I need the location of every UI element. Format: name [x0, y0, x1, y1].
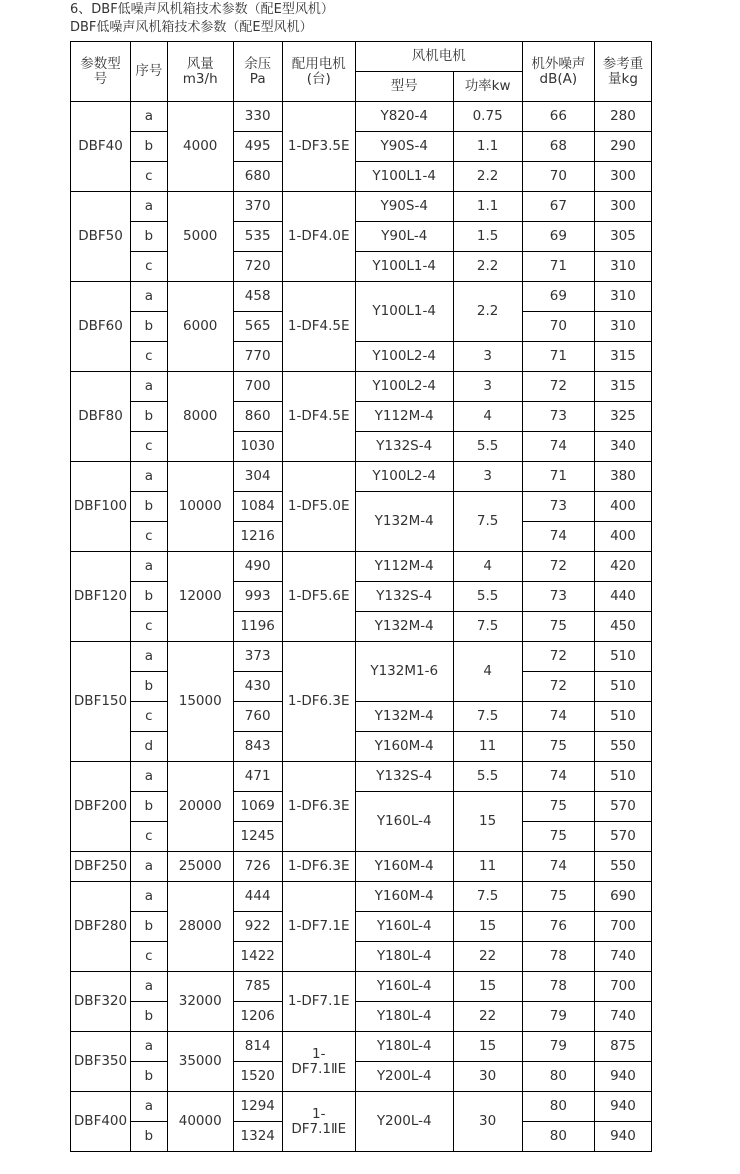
pressure-cell: 490	[233, 552, 282, 582]
header-fan-motor: 风机电机	[355, 42, 522, 72]
model-cell: DBF40	[71, 102, 131, 192]
table-row	[71, 1092, 652, 1122]
motor-power-cell: 1.1	[453, 132, 522, 162]
airflow-cell: 32000	[167, 972, 233, 1032]
motor-power-cell: 5.5	[453, 582, 522, 612]
seq-cell: c	[131, 612, 168, 642]
motor-type-cell: Y112M-4	[355, 402, 453, 432]
seq-cell: a	[131, 372, 168, 402]
motor-power-cell: 15	[453, 792, 522, 852]
noise-cell: 72	[522, 672, 594, 702]
pressure-cell: 1206	[233, 1002, 282, 1032]
table-body	[71, 102, 652, 1152]
motor-match-cell: 1-DF4.5E	[282, 372, 355, 462]
table-row	[71, 462, 652, 492]
pressure-cell: 760	[233, 702, 282, 732]
model-cell: DBF60	[71, 282, 131, 372]
header-motor-power: 功率kw	[453, 72, 522, 102]
table-row	[71, 492, 652, 522]
motor-power-cell: 7.5	[453, 492, 522, 552]
airflow-cell: 12000	[167, 552, 233, 642]
noise-cell: 72	[522, 552, 594, 582]
motor-type-cell: Y132S-4	[355, 432, 453, 462]
motor-power-cell: 1.5	[453, 222, 522, 252]
pressure-cell: 1069	[233, 792, 282, 822]
pressure-cell: 814	[233, 1032, 282, 1062]
pressure-cell: 1216	[233, 522, 282, 552]
pressure-cell: 535	[233, 222, 282, 252]
motor-power-cell: 5.5	[453, 432, 522, 462]
airflow-cell: 40000	[167, 1092, 233, 1152]
weight-cell: 450	[594, 612, 651, 642]
noise-cell: 74	[522, 852, 594, 882]
table-row	[71, 912, 652, 942]
motor-type-cell: Y90S-4	[355, 132, 453, 162]
seq-cell: a	[131, 882, 168, 912]
pressure-cell: 843	[233, 732, 282, 762]
noise-cell: 74	[522, 432, 594, 462]
airflow-cell: 28000	[167, 882, 233, 972]
motor-match-cell: 1-DF3.5E	[282, 102, 355, 192]
motor-power-cell: 11	[453, 732, 522, 762]
table-row	[71, 552, 652, 582]
motor-match-cell: 1-DF7.1E	[282, 972, 355, 1032]
motor-power-cell: 11	[453, 852, 522, 882]
weight-cell: 380	[594, 462, 651, 492]
airflow-cell: 15000	[167, 642, 233, 762]
pressure-cell: 785	[233, 972, 282, 1002]
model-cell: DBF250	[71, 852, 131, 882]
motor-type-cell: Y160M-4	[355, 852, 453, 882]
seq-cell: b	[131, 1062, 168, 1092]
motor-match-cell: 1-DF5.6E	[282, 552, 355, 642]
motor-power-cell: 4	[453, 552, 522, 582]
weight-cell: 300	[594, 162, 651, 192]
model-cell: DBF280	[71, 882, 131, 972]
motor-type-cell: Y132M-4	[355, 612, 453, 642]
seq-cell: a	[131, 282, 168, 312]
noise-cell: 78	[522, 972, 594, 1002]
motor-power-cell: 3	[453, 372, 522, 402]
motor-type-cell: Y180L-4	[355, 942, 453, 972]
seq-cell: c	[131, 252, 168, 282]
motor-match-cell: 1-DF6.3E	[282, 762, 355, 852]
pressure-cell: 680	[233, 162, 282, 192]
motor-type-cell: Y100L1-4	[355, 252, 453, 282]
pressure-cell: 370	[233, 192, 282, 222]
seq-cell: c	[131, 432, 168, 462]
pressure-cell: 922	[233, 912, 282, 942]
motor-type-cell: Y132S-4	[355, 762, 453, 792]
noise-cell: 68	[522, 132, 594, 162]
weight-cell: 940	[594, 1092, 651, 1122]
pressure-cell: 565	[233, 312, 282, 342]
motor-type-cell: Y160L-4	[355, 912, 453, 942]
pressure-cell: 495	[233, 132, 282, 162]
pressure-cell: 444	[233, 882, 282, 912]
table-row	[71, 1002, 652, 1032]
noise-cell: 75	[522, 822, 594, 852]
model-cell: DBF320	[71, 972, 131, 1032]
pressure-cell: 471	[233, 762, 282, 792]
table-row	[71, 252, 652, 282]
table-row	[71, 882, 652, 912]
table-title: DBF低噪声风机箱技术参数（配E型风机）	[70, 20, 313, 35]
motor-type-cell: Y160L-4	[355, 972, 453, 1002]
weight-cell: 510	[594, 642, 651, 672]
pressure-cell: 1245	[233, 822, 282, 852]
motor-type-cell: Y132M-4	[355, 492, 453, 552]
weight-cell: 570	[594, 792, 651, 822]
seq-cell: b	[131, 492, 168, 522]
noise-cell: 73	[522, 492, 594, 522]
motor-type-cell: Y180L-4	[355, 1032, 453, 1062]
motor-power-cell: 4	[453, 642, 522, 702]
seq-cell: b	[131, 402, 168, 432]
airflow-cell: 6000	[167, 282, 233, 372]
motor-type-cell: Y132M1-6	[355, 642, 453, 702]
header-weight: 参考重 量kg	[594, 42, 651, 102]
motor-match-cell: 1-DF6.3E	[282, 642, 355, 762]
header-airflow: 风量 m3/h	[167, 42, 233, 102]
table-row	[71, 372, 652, 402]
pressure-cell: 770	[233, 342, 282, 372]
motor-power-cell: 7.5	[453, 882, 522, 912]
table-row	[71, 192, 652, 222]
model-cell: DBF150	[71, 642, 131, 762]
motor-type-cell: Y90S-4	[355, 192, 453, 222]
header-model: 参数型 号	[71, 42, 131, 102]
table-row	[71, 162, 652, 192]
model-cell: DBF400	[71, 1092, 131, 1152]
table-row	[71, 702, 652, 732]
seq-cell: c	[131, 822, 168, 852]
seq-cell: a	[131, 462, 168, 492]
table-row	[71, 762, 652, 792]
pressure-cell: 373	[233, 642, 282, 672]
motor-match-cell: 1- DF7.1ⅡE	[282, 1032, 355, 1092]
noise-cell: 75	[522, 612, 594, 642]
seq-cell: a	[131, 762, 168, 792]
noise-cell: 79	[522, 1032, 594, 1062]
weight-cell: 510	[594, 672, 651, 702]
seq-cell: c	[131, 522, 168, 552]
weight-cell: 700	[594, 972, 651, 1002]
seq-cell: b	[131, 912, 168, 942]
header-seq: 序号	[131, 42, 168, 102]
motor-power-cell: 3	[453, 462, 522, 492]
pressure-cell: 1422	[233, 942, 282, 972]
airflow-cell: 8000	[167, 372, 233, 462]
pressure-cell: 430	[233, 672, 282, 702]
weight-cell: 510	[594, 762, 651, 792]
noise-cell: 74	[522, 702, 594, 732]
pressure-cell: 993	[233, 582, 282, 612]
motor-type-cell: Y100L2-4	[355, 342, 453, 372]
weight-cell: 310	[594, 312, 651, 342]
motor-power-cell: 22	[453, 1002, 522, 1032]
table-row	[71, 972, 652, 1002]
motor-type-cell: Y160L-4	[355, 792, 453, 852]
weight-cell: 550	[594, 732, 651, 762]
noise-cell: 69	[522, 222, 594, 252]
header-pressure: 余压 Pa	[233, 42, 282, 102]
pressure-cell: 458	[233, 282, 282, 312]
table-row	[71, 342, 652, 372]
noise-cell: 74	[522, 522, 594, 552]
noise-cell: 72	[522, 642, 594, 672]
seq-cell: a	[131, 1092, 168, 1122]
motor-power-cell: 0.75	[453, 102, 522, 132]
weight-cell: 400	[594, 492, 651, 522]
table-row	[71, 642, 652, 672]
pressure-cell: 726	[233, 852, 282, 882]
motor-power-cell: 15	[453, 1032, 522, 1062]
seq-cell: a	[131, 192, 168, 222]
motor-type-cell: Y200L-4	[355, 1092, 453, 1152]
motor-power-cell: 7.5	[453, 702, 522, 732]
motor-power-cell: 2.2	[453, 282, 522, 342]
motor-match-cell: 1- DF7.1ⅡE	[282, 1092, 355, 1152]
motor-power-cell: 5.5	[453, 762, 522, 792]
model-cell: DBF200	[71, 762, 131, 852]
motor-power-cell: 30	[453, 1062, 522, 1092]
weight-cell: 700	[594, 912, 651, 942]
seq-cell: d	[131, 732, 168, 762]
seq-cell: a	[131, 1032, 168, 1062]
weight-cell: 310	[594, 252, 651, 282]
motor-type-cell: Y160M-4	[355, 732, 453, 762]
pressure-cell: 1520	[233, 1062, 282, 1092]
noise-cell: 80	[522, 1092, 594, 1122]
seq-cell: c	[131, 162, 168, 192]
motor-power-cell: 2.2	[453, 252, 522, 282]
noise-cell: 73	[522, 582, 594, 612]
seq-cell: a	[131, 552, 168, 582]
motor-power-cell: 4	[453, 402, 522, 432]
table-row	[71, 1062, 652, 1092]
seq-cell: b	[131, 672, 168, 702]
seq-cell: b	[131, 132, 168, 162]
noise-cell: 75	[522, 882, 594, 912]
seq-cell: b	[131, 1122, 168, 1152]
table-row	[71, 732, 652, 762]
table-row	[71, 852, 652, 882]
seq-cell: b	[131, 582, 168, 612]
header-motor-type: 型号	[355, 72, 453, 102]
motor-power-cell: 15	[453, 972, 522, 1002]
noise-cell: 75	[522, 732, 594, 762]
seq-cell: c	[131, 702, 168, 732]
weight-cell: 300	[594, 192, 651, 222]
motor-power-cell: 30	[453, 1092, 522, 1152]
weight-cell: 310	[594, 282, 651, 312]
motor-power-cell: 22	[453, 942, 522, 972]
weight-cell: 690	[594, 882, 651, 912]
weight-cell: 305	[594, 222, 651, 252]
noise-cell: 71	[522, 342, 594, 372]
motor-type-cell: Y132M-4	[355, 702, 453, 732]
pressure-cell: 1084	[233, 492, 282, 522]
pressure-cell: 1324	[233, 1122, 282, 1152]
motor-type-cell: Y100L2-4	[355, 372, 453, 402]
airflow-cell: 10000	[167, 462, 233, 552]
motor-match-cell: 1-DF6.3E	[282, 852, 355, 882]
noise-cell: 80	[522, 1122, 594, 1152]
seq-cell: a	[131, 102, 168, 132]
motor-match-cell: 1-DF7.1E	[282, 882, 355, 972]
motor-type-cell: Y820-4	[355, 102, 453, 132]
motor-power-cell: 7.5	[453, 612, 522, 642]
motor-type-cell: Y180L-4	[355, 1002, 453, 1032]
motor-type-cell: Y100L1-4	[355, 282, 453, 342]
noise-cell: 74	[522, 762, 594, 792]
noise-cell: 80	[522, 1062, 594, 1092]
motor-match-cell: 1-DF4.5E	[282, 282, 355, 372]
motor-type-cell: Y132S-4	[355, 582, 453, 612]
seq-cell: b	[131, 222, 168, 252]
motor-type-cell: Y100L2-4	[355, 462, 453, 492]
weight-cell: 290	[594, 132, 651, 162]
seq-cell: c	[131, 342, 168, 372]
header-noise: 机外噪声 dB(A)	[522, 42, 594, 102]
pressure-cell: 1294	[233, 1092, 282, 1122]
weight-cell: 400	[594, 522, 651, 552]
seq-cell: a	[131, 972, 168, 1002]
model-cell: DBF80	[71, 372, 131, 462]
table-row	[71, 432, 652, 462]
weight-cell: 340	[594, 432, 651, 462]
model-cell: DBF50	[71, 192, 131, 282]
noise-cell: 70	[522, 162, 594, 192]
weight-cell: 940	[594, 1062, 651, 1092]
noise-cell: 79	[522, 1002, 594, 1032]
model-cell: DBF350	[71, 1032, 131, 1092]
table-row	[71, 132, 652, 162]
table-row	[71, 1032, 652, 1062]
weight-cell: 420	[594, 552, 651, 582]
seq-cell: a	[131, 852, 168, 882]
motor-power-cell: 1.1	[453, 192, 522, 222]
noise-cell: 72	[522, 372, 594, 402]
motor-type-cell: Y100L1-4	[355, 162, 453, 192]
noise-cell: 71	[522, 252, 594, 282]
airflow-cell: 35000	[167, 1032, 233, 1092]
noise-cell: 70	[522, 312, 594, 342]
model-cell: DBF120	[71, 552, 131, 642]
noise-cell: 66	[522, 102, 594, 132]
table-row	[71, 582, 652, 612]
weight-cell: 315	[594, 342, 651, 372]
seq-cell: a	[131, 642, 168, 672]
table-row	[71, 222, 652, 252]
airflow-cell: 5000	[167, 192, 233, 282]
weight-cell: 315	[594, 372, 651, 402]
weight-cell: 440	[594, 582, 651, 612]
header-motor-match: 配用电机 (台)	[282, 42, 355, 102]
seq-cell: b	[131, 312, 168, 342]
airflow-cell: 20000	[167, 762, 233, 852]
pressure-cell: 330	[233, 102, 282, 132]
pressure-cell: 304	[233, 462, 282, 492]
noise-cell: 75	[522, 792, 594, 822]
model-cell: DBF100	[71, 462, 131, 552]
weight-cell: 280	[594, 102, 651, 132]
motor-power-cell: 3	[453, 342, 522, 372]
weight-cell: 510	[594, 702, 651, 732]
pressure-cell: 860	[233, 402, 282, 432]
table-row	[71, 942, 652, 972]
seq-cell: c	[131, 942, 168, 972]
noise-cell: 71	[522, 462, 594, 492]
seq-cell: b	[131, 1002, 168, 1032]
noise-cell: 78	[522, 942, 594, 972]
airflow-cell: 25000	[167, 852, 233, 882]
weight-cell: 570	[594, 822, 651, 852]
motor-type-cell: Y90L-4	[355, 222, 453, 252]
motor-match-cell: 1-DF4.0E	[282, 192, 355, 282]
motor-match-cell: 1-DF5.0E	[282, 462, 355, 552]
weight-cell: 940	[594, 1122, 651, 1152]
pressure-cell: 720	[233, 252, 282, 282]
weight-cell: 875	[594, 1032, 651, 1062]
table-row	[71, 402, 652, 432]
section-heading: 6、DBF低噪声风机箱技术参数（配E型风机）	[70, 2, 334, 17]
noise-cell: 67	[522, 192, 594, 222]
weight-cell: 325	[594, 402, 651, 432]
weight-cell: 740	[594, 942, 651, 972]
pressure-cell: 1196	[233, 612, 282, 642]
spec-table	[70, 41, 652, 1152]
table-row	[71, 282, 652, 312]
noise-cell: 69	[522, 282, 594, 312]
noise-cell: 76	[522, 912, 594, 942]
motor-type-cell: Y112M-4	[355, 552, 453, 582]
noise-cell: 73	[522, 402, 594, 432]
table-header	[71, 42, 652, 102]
motor-power-cell: 15	[453, 912, 522, 942]
motor-type-cell: Y200L-4	[355, 1062, 453, 1092]
table-row	[71, 612, 652, 642]
motor-type-cell: Y160M-4	[355, 882, 453, 912]
weight-cell: 550	[594, 852, 651, 882]
pressure-cell: 700	[233, 372, 282, 402]
weight-cell: 740	[594, 1002, 651, 1032]
seq-cell: b	[131, 792, 168, 822]
airflow-cell: 4000	[167, 102, 233, 192]
motor-power-cell: 2.2	[453, 162, 522, 192]
table-row	[71, 792, 652, 822]
pressure-cell: 1030	[233, 432, 282, 462]
table-row	[71, 102, 652, 132]
